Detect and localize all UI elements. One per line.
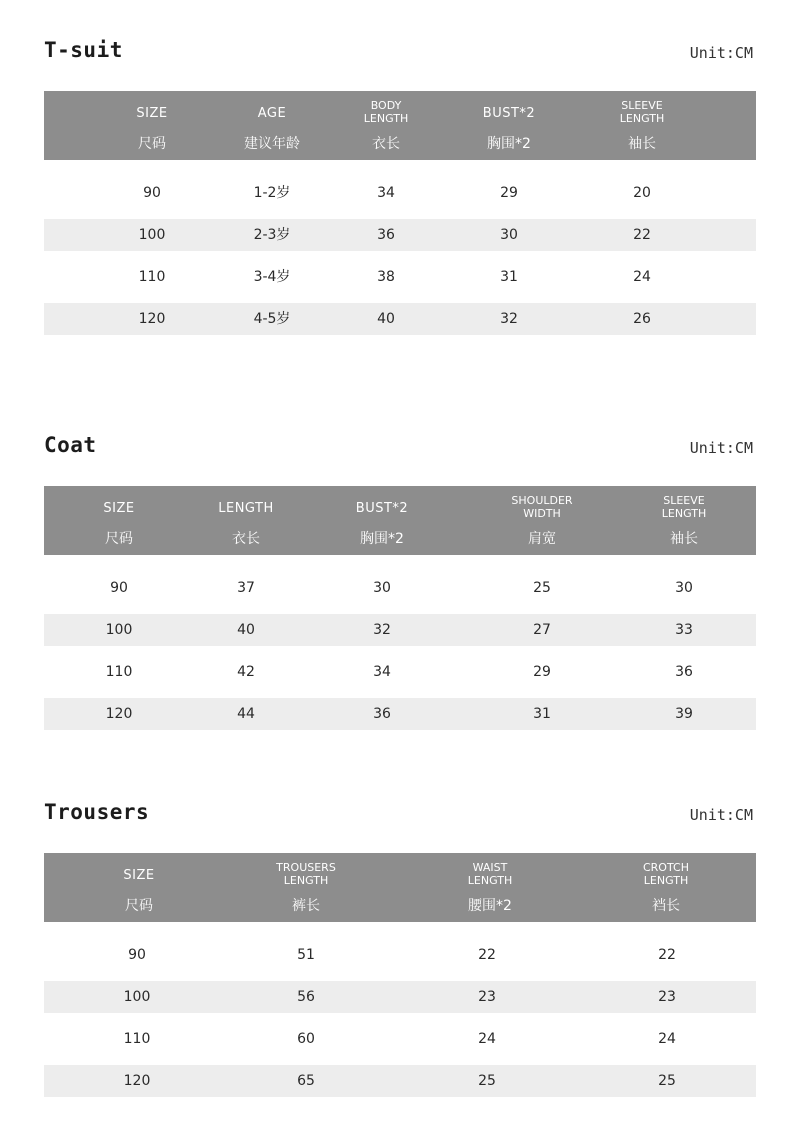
- cell-sleeve-length: 22: [633, 227, 651, 243]
- table-header: [44, 486, 756, 555]
- cell-age: 4-5岁: [253, 311, 291, 327]
- cell-length: 37: [237, 580, 255, 596]
- cell-shoulder-width: 25: [533, 580, 551, 596]
- cell-trousers-length: 56: [297, 989, 315, 1005]
- cell-size: 90: [110, 580, 128, 596]
- header-trousers-length: [241, 853, 371, 922]
- header-cn: 建议年龄: [244, 136, 300, 152]
- cell-sleeve-length: 39: [675, 706, 693, 722]
- cell-age: 3-4岁: [253, 269, 291, 285]
- table-row: [44, 219, 756, 251]
- header-en: WAIST LENGTH: [467, 861, 513, 887]
- cell-size: 110: [138, 269, 166, 285]
- cell-age: 2-3岁: [253, 227, 291, 243]
- cell-sleeve-length: 36: [675, 664, 693, 680]
- header-cn: 衣长: [232, 531, 260, 547]
- unit-label: Unit:CM: [689, 44, 753, 62]
- header-cn: 尺码: [138, 136, 166, 152]
- cell-trousers-length: 65: [297, 1073, 315, 1089]
- header-size: [74, 853, 204, 922]
- header-en: SIZE: [123, 868, 155, 883]
- section-title: Trousers: [44, 800, 150, 824]
- header-en: SLEEVE LENGTH: [619, 99, 665, 125]
- header-shoulder-width: [477, 486, 607, 555]
- header-waist-length: [425, 853, 555, 922]
- cell-length: 42: [237, 664, 255, 680]
- cell-waist-length: 23: [478, 989, 496, 1005]
- cell-sleeve-length: 20: [633, 185, 651, 201]
- table-row: [44, 177, 756, 209]
- header-en: LENGTH: [218, 501, 274, 516]
- table-header: [44, 91, 756, 160]
- header-cn: 裤长: [292, 898, 320, 914]
- cell-crotch-length: 25: [658, 1073, 676, 1089]
- cell-size: 100: [105, 622, 133, 638]
- cell-size: 100: [123, 989, 151, 1005]
- cell-sleeve-length: 30: [675, 580, 693, 596]
- cell-size: 120: [138, 311, 166, 327]
- cell-size: 120: [105, 706, 133, 722]
- cell-body-length: 36: [377, 227, 395, 243]
- table-row: [44, 572, 756, 604]
- table-row: [44, 656, 756, 688]
- header-cn: 衣长: [372, 136, 400, 152]
- cell-trousers-length: 60: [297, 1031, 315, 1047]
- header-cn: 尺码: [125, 898, 153, 914]
- cell-body-length: 40: [377, 311, 395, 327]
- cell-body-length: 34: [377, 185, 395, 201]
- header-cn: 尺码: [105, 531, 133, 547]
- header-cn: 裆长: [652, 898, 680, 914]
- unit-label: Unit:CM: [689, 439, 753, 457]
- header-en: SIZE: [103, 501, 135, 516]
- cell-bust: 34: [373, 664, 391, 680]
- cell-length: 44: [237, 706, 255, 722]
- cell-waist-length: 24: [478, 1031, 496, 1047]
- header-en: BUST*2: [355, 501, 409, 516]
- cell-bust: 30: [373, 580, 391, 596]
- header-size: [87, 91, 217, 160]
- unit-label: Unit:CM: [689, 806, 753, 824]
- table-row: [44, 303, 756, 335]
- cell-sleeve-length: 26: [633, 311, 651, 327]
- cell-waist-length: 22: [478, 947, 496, 963]
- cell-crotch-length: 22: [658, 947, 676, 963]
- cell-crotch-length: 23: [658, 989, 676, 1005]
- header-sleeve-length: [577, 91, 707, 160]
- header-body-length: [321, 91, 451, 160]
- header-en: CROTCH LENGTH: [642, 861, 689, 887]
- table-row: [44, 614, 756, 646]
- table-row: [44, 939, 756, 971]
- header-cn: 胸围*2: [360, 531, 404, 547]
- section-title: T-suit: [44, 38, 123, 62]
- cell-shoulder-width: 31: [533, 706, 551, 722]
- cell-size: 110: [123, 1031, 151, 1047]
- header-en: SIZE: [136, 106, 168, 121]
- cell-sleeve-length: 24: [633, 269, 651, 285]
- cell-trousers-length: 51: [297, 947, 315, 963]
- header-crotch-length: [601, 853, 731, 922]
- cell-bust: 29: [500, 185, 518, 201]
- cell-size: 100: [138, 227, 166, 243]
- header-bust: [444, 91, 574, 160]
- table-row: [44, 981, 756, 1013]
- cell-shoulder-width: 29: [533, 664, 551, 680]
- header-cn: 袖长: [628, 136, 656, 152]
- header-cn: 肩宽: [528, 531, 556, 547]
- header-bust: [317, 486, 447, 555]
- cell-crotch-length: 24: [658, 1031, 676, 1047]
- header-cn: 胸围*2: [487, 136, 531, 152]
- section-title: Coat: [44, 433, 97, 457]
- cell-bust: 31: [500, 269, 518, 285]
- table-row: [44, 698, 756, 730]
- table-row: [44, 261, 756, 293]
- cell-size: 110: [105, 664, 133, 680]
- header-en: AGE: [257, 106, 287, 121]
- size-table: [44, 853, 756, 1089]
- header-en: SHOULDER WIDTH: [511, 494, 573, 520]
- header-en: SLEEVE LENGTH: [661, 494, 707, 520]
- cell-length: 40: [237, 622, 255, 638]
- header-en: TROUSERS LENGTH: [276, 861, 336, 887]
- header-age: [207, 91, 337, 160]
- cell-body-length: 38: [377, 269, 395, 285]
- cell-shoulder-width: 27: [533, 622, 551, 638]
- cell-bust: 36: [373, 706, 391, 722]
- header-en: BUST*2: [482, 106, 536, 121]
- table-row: [44, 1023, 756, 1055]
- size-table: [44, 91, 756, 327]
- cell-bust: 32: [500, 311, 518, 327]
- cell-waist-length: 25: [478, 1073, 496, 1089]
- cell-size: 90: [143, 185, 161, 201]
- header-en: BODY LENGTH: [363, 99, 409, 125]
- header-sleeve-length: [619, 486, 749, 555]
- header-cn: 袖长: [670, 531, 698, 547]
- header-cn: 腰围*2: [468, 898, 512, 914]
- table-header: [44, 853, 756, 922]
- cell-age: 1-2岁: [253, 185, 291, 201]
- cell-size: 90: [128, 947, 146, 963]
- cell-bust: 32: [373, 622, 391, 638]
- table-row: [44, 1065, 756, 1097]
- cell-sleeve-length: 33: [675, 622, 693, 638]
- cell-size: 120: [123, 1073, 151, 1089]
- cell-bust: 30: [500, 227, 518, 243]
- header-length: [181, 486, 311, 555]
- header-size: [54, 486, 184, 555]
- size-table: [44, 486, 756, 722]
